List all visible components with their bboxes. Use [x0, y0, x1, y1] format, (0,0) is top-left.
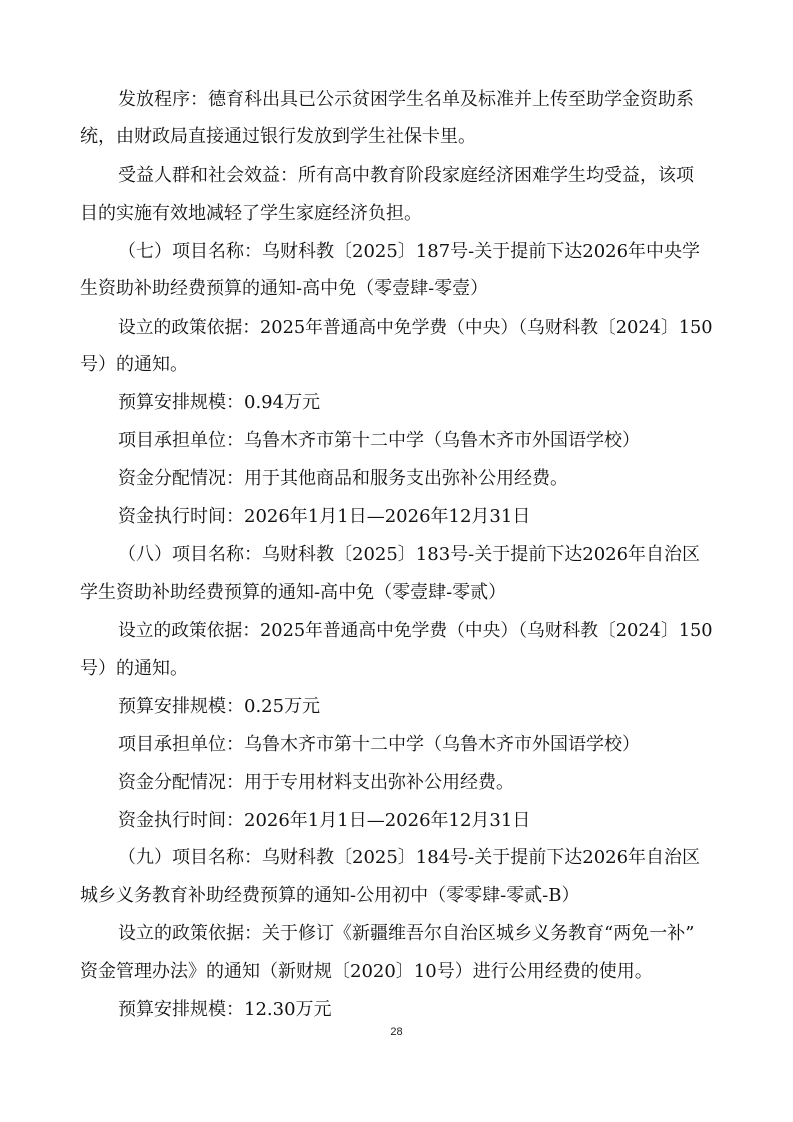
- text-line: 生资助补助经费预算的通知-高中免（零壹肆-零壹）: [80, 278, 489, 299]
- text-line: 受益人群和社会效益：所有高中教育阶段家庭经济困难学生均受益，该项: [118, 165, 694, 186]
- text-line: 发放程序：德育科出具已公示贫困学生名单及标准并上传至助学金资助系: [118, 89, 694, 110]
- text-line: 预算安排规模：0.25万元: [118, 696, 321, 717]
- text-line: 学生资助补助经费预算的通知-高中免（零壹肆-零贰）: [80, 582, 507, 603]
- text-line: 设立的政策依据：2025年普通高中免学费（中央）（乌财科教〔2024〕150: [118, 621, 713, 641]
- text-line: 资金管理办法》的通知（新财规〔2020〕10号）进行公用经费的使用。: [80, 961, 653, 982]
- text-line: 号）的通知。: [80, 354, 188, 375]
- text-line: 目的实施有效地减轻了学生家庭经济负担。: [80, 203, 422, 224]
- section-heading: （八）项目名称：乌财科教〔2025〕183号-关于提前下达2026年自治区: [118, 544, 701, 565]
- text-line: 设立的政策依据：关于修订《新疆维吾尔自治区城乡义务教育“两免一补”: [118, 923, 695, 944]
- page-number: 28: [390, 1026, 403, 1038]
- text-line: 号）的通知。: [80, 658, 188, 679]
- text-line: 项目承担单位：乌鲁木齐市第十二中学（乌鲁木齐市外国语学校）: [118, 430, 640, 451]
- text-line: 预算安排规模：0.94万元: [118, 392, 321, 413]
- text-line: 统，由财政局直接通过银行发放到学生社保卡里。: [80, 126, 476, 147]
- text-line: 城乡义务教育补助经费预算的通知-公用初中（零零肆-零贰-B）: [80, 885, 580, 906]
- text-line: 资金分配情况：用于其他商品和服务支出弥补公用经费。: [118, 468, 568, 489]
- text-line: 资金分配情况：用于专用材料支出弥补公用经费。: [118, 772, 514, 793]
- section-heading: （七）项目名称：乌财科教〔2025〕187号-关于提前下达2026年中央学: [118, 241, 701, 262]
- text-line: 项目承担单位：乌鲁木齐市第十二中学（乌鲁木齐市外国语学校）: [118, 734, 640, 755]
- text-line: 资金执行时间：2026年1月1日—2026年12月31日: [118, 810, 531, 831]
- text-line: 资金执行时间：2026年1月1日—2026年12月31日: [118, 506, 531, 527]
- text-line: 预算安排规模：12.30万元: [118, 999, 332, 1020]
- section-heading: （九）项目名称：乌财科教〔2025〕184号-关于提前下达2026年自治区: [118, 847, 701, 868]
- text-line: 设立的政策依据：2025年普通高中免学费（中央）（乌财科教〔2024〕150: [118, 318, 713, 338]
